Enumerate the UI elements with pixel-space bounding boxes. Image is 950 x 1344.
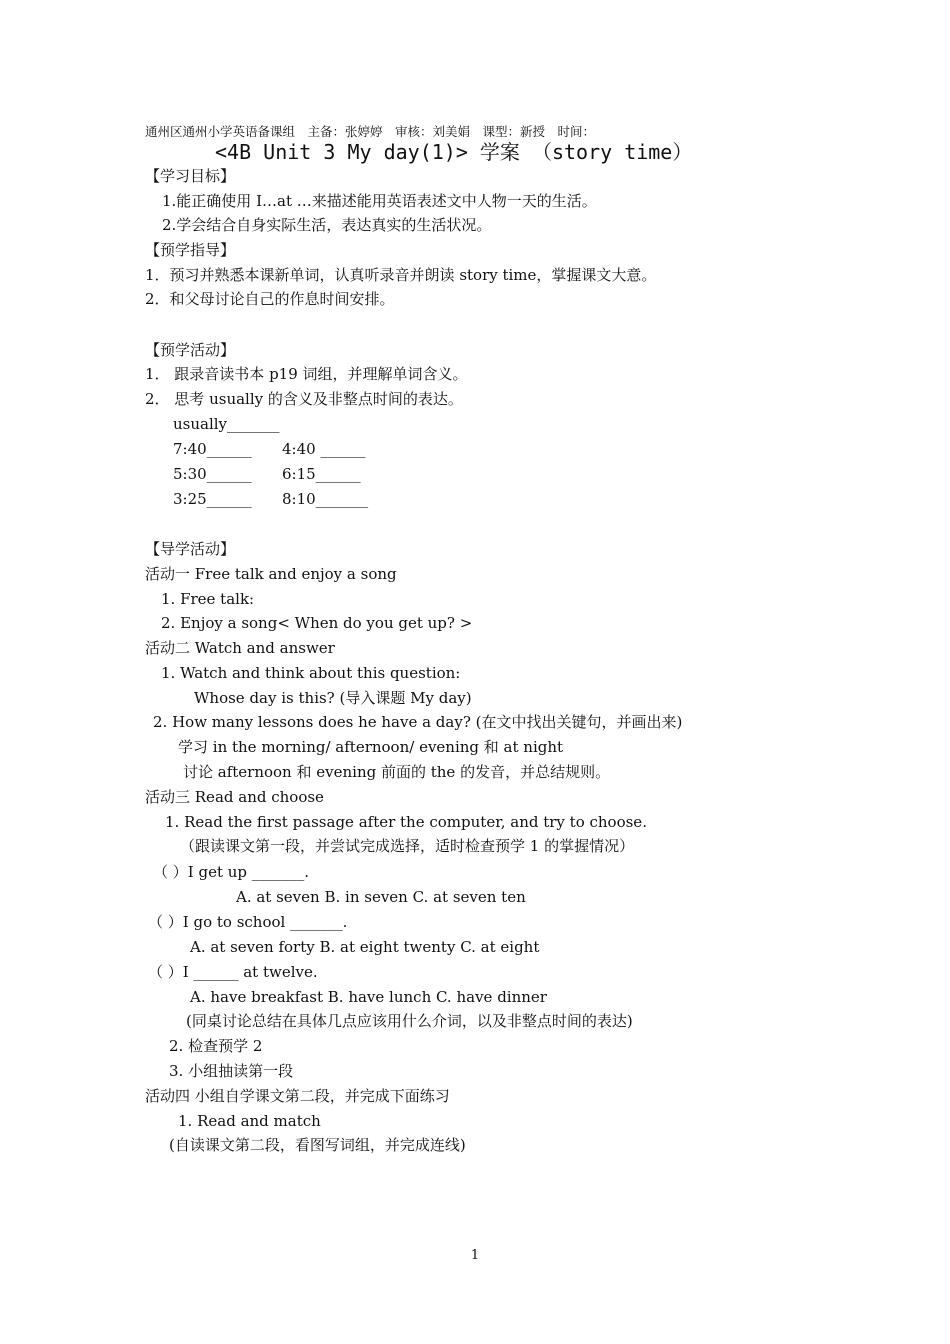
question-3-options: A. have breakfast B. have lunch C. have dinner (190, 988, 547, 1006)
activity-3-step-3: 3. 小组抽读第一段 (169, 1062, 294, 1080)
guide-heading: 【预学指导】 (145, 241, 236, 259)
time-blank: 3:25______ (173, 490, 252, 508)
goals-heading: 【学习目标】 (145, 167, 236, 185)
usually-blank: usually_______ (173, 415, 280, 433)
question-1-options: A. at seven B. in seven C. at seven ten (236, 888, 526, 906)
goal-item-1: 1.能正确使用 I…at …来描述能用英语表述文中人物一天的生活。 (162, 192, 597, 210)
activity-4-note: (自读课文第二段，看图写词组，并完成连线) (169, 1136, 466, 1154)
question-2: （ ）I go to school _______. (148, 913, 348, 931)
activity-3-summary: (同桌讨论总结在具体几点应该用什么介词，以及非整点时间的表达) (186, 1012, 633, 1030)
question-2-options: A. at seven forty B. at eight twenty C. at eight (190, 938, 540, 956)
activity-4-step-1: 1. Read and match (178, 1112, 321, 1130)
time-blank: 5:30______ (173, 465, 252, 483)
preview-item-2: 2． 思考 usually 的含义及非整点时间的表达。 (145, 390, 463, 408)
preview-item-1: 1． 跟录音读书本 p19 词组，并理解单词含义。 (145, 365, 468, 383)
guide-item-1: 1．预习并熟悉本课新单词，认真听录音并朗读 story time，掌握课文大意。 (145, 266, 657, 284)
question-3: （ ）I ______ at twelve. (148, 963, 318, 981)
activity-2-step-1: 1. Watch and think about this question: (161, 664, 461, 682)
guide-item-2: 2．和父母讨论自己的作息时间安排。 (145, 290, 395, 308)
activity-1-step-2: 2. Enjoy a song< When do you get up? > (161, 614, 473, 632)
activity-1-step-1: 1. Free talk: (161, 590, 255, 608)
page-title: <4B Unit 3 My day(1)> 学案 （story time） (215, 140, 693, 164)
activity-2-question: Whose day is this? (导入课题 My day) (194, 689, 472, 707)
activity-3-step-2: 2. 检查预学 2 (169, 1037, 263, 1055)
activity-2-note-a: 学习 in the morning/ afternoon/ evening 和 at night (178, 738, 564, 756)
activity-4-title: 活动四 小组自学课文第二段，并完成下面练习 (145, 1087, 450, 1105)
time-blank: 8:10_______ (282, 490, 369, 508)
preview-heading: 【预学活动】 (145, 341, 236, 359)
activities-heading: 【导学活动】 (145, 540, 236, 558)
time-blank: 4:40 ______ (282, 440, 366, 458)
activity-2-step-2: 2. How many lessons does he have a day? (在文中找出关键句，并画出来) (153, 713, 683, 731)
activity-3-title: 活动三 Read and choose (145, 788, 324, 806)
activity-3-step-1: 1. Read the first passage after the computer, and try to choose. (165, 813, 647, 831)
activity-1-title: 活动一 Free talk and enjoy a song (145, 565, 397, 583)
activity-3-note: （跟读课文第一段，并尝试完成选择，适时检查预学 1 的掌握情况） (180, 837, 635, 855)
page-number: 1 (470, 1248, 480, 1263)
goal-item-2: 2.学会结合自身实际生活，表达真实的生活状况。 (162, 216, 492, 234)
time-blank: 7:40______ (173, 440, 252, 458)
activity-2-title: 活动二 Watch and answer (145, 639, 335, 657)
doc-header: 通州区通州小学英语备课组 主备：张婷婷 审核：刘美娟 课型：新授 时间： (145, 124, 596, 139)
time-blank: 6:15______ (282, 465, 361, 483)
question-1: （ ）I get up _______. (153, 863, 310, 881)
activity-2-note-b: 讨论 afternoon 和 evening 前面的 the 的发音，并总结规则。 (183, 763, 611, 781)
